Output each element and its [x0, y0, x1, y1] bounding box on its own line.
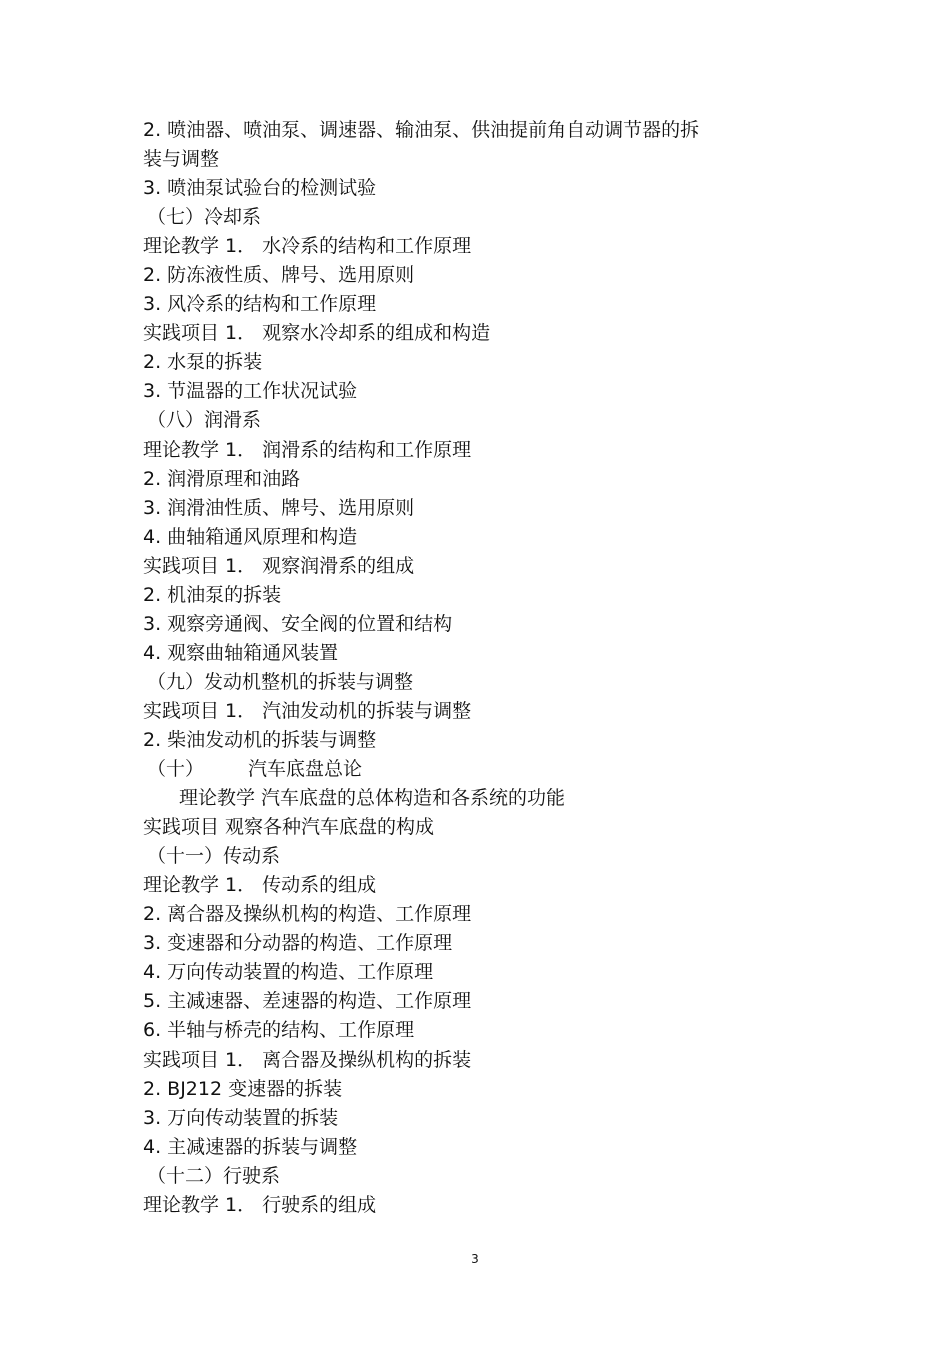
text-line: 6. 半轴与桥壳的结构、工作原理 [143, 1019, 415, 1042]
text-line: 4. 观察曲轴箱通风装置 [143, 641, 339, 664]
section-heading-chassis [143, 755, 823, 784]
text-line: 3. 风冷系的结构和工作原理 [143, 293, 377, 316]
section-heading-transmission: （十一）传动系 [147, 845, 281, 868]
text-line: 3. 喷油泵试验台的检测试验 [143, 177, 377, 200]
section-heading-running-gear: （十二）行驶系 [147, 1164, 281, 1187]
text-line: 2. 水泵的拆装 [143, 351, 263, 374]
text-line: 2. 柴油发动机的拆装与调整 [143, 728, 377, 751]
text-line: 实践项目 1． 观察润滑系的组成 [143, 554, 415, 577]
text-line: 3. 观察旁通阀、安全阀的位置和结构 [143, 612, 453, 635]
text-line: 4. 曲轴箱通风原理和构造 [143, 525, 358, 548]
text-line: 理论教学 1． 传动系的组成 [143, 874, 377, 897]
text-line: 实践项目 1． 观察水冷却系的组成和构造 [143, 322, 491, 345]
section-heading-cooling: （七）冷却系 [147, 206, 262, 229]
text-line: 2. 润滑原理和油路 [143, 467, 301, 490]
text-line: 3. 节温器的工作状况试验 [143, 380, 358, 403]
text-line: 3. 变速器和分动器的构造、工作原理 [143, 932, 453, 955]
text-line: 5. 主减速器、差速器的构造、工作原理 [143, 990, 472, 1013]
page-body [143, 116, 823, 1220]
text-line: 2. BJ212 变速器的拆装 [143, 1077, 343, 1100]
section-number: （十） [147, 758, 205, 781]
text-line: 2. 离合器及操纵机构的构造、工作原理 [143, 903, 472, 926]
text-line: 理论教学 1． 润滑系的结构和工作原理 [143, 438, 472, 461]
page-number: 3 [471, 1252, 479, 1266]
text-line: 2. 防冻液性质、牌号、选用原则 [143, 264, 415, 287]
section-heading-engine-assembly: （九）发动机整机的拆装与调整 [147, 670, 414, 693]
text-line: 4. 万向传动装置的构造、工作原理 [143, 961, 434, 984]
text-line: 3. 万向传动装置的拆装 [143, 1106, 339, 1129]
text-line: 理论教学 1． 行驶系的组成 [143, 1193, 377, 1216]
text-line: 2. 机油泵的拆装 [143, 583, 282, 606]
text-line: 实践项目 观察各种汽车底盘的构成 [143, 816, 435, 839]
text-line: 理论教学 汽车底盘的总体构造和各系统的功能 [179, 787, 566, 810]
text-line: 实践项目 1． 离合器及操纵机构的拆装 [143, 1048, 472, 1071]
section-heading-lubrication: （八）润滑系 [147, 409, 262, 432]
text-line: 理论教学 1． 水冷系的结构和工作原理 [143, 235, 472, 258]
section-title: 汽车底盘总论 [248, 758, 363, 781]
text-line: 装与调整 [143, 148, 220, 171]
text-line: 实践项目 1． 汽油发动机的拆装与调整 [143, 699, 472, 722]
text-line: 2. 喷油器、喷油泵、调速器、输油泵、供油提前角自动调节器的拆 [143, 119, 700, 141]
text-line: 4. 主减速器的拆装与调整 [143, 1135, 358, 1158]
text-line: 3. 润滑油性质、牌号、选用原则 [143, 496, 415, 519]
